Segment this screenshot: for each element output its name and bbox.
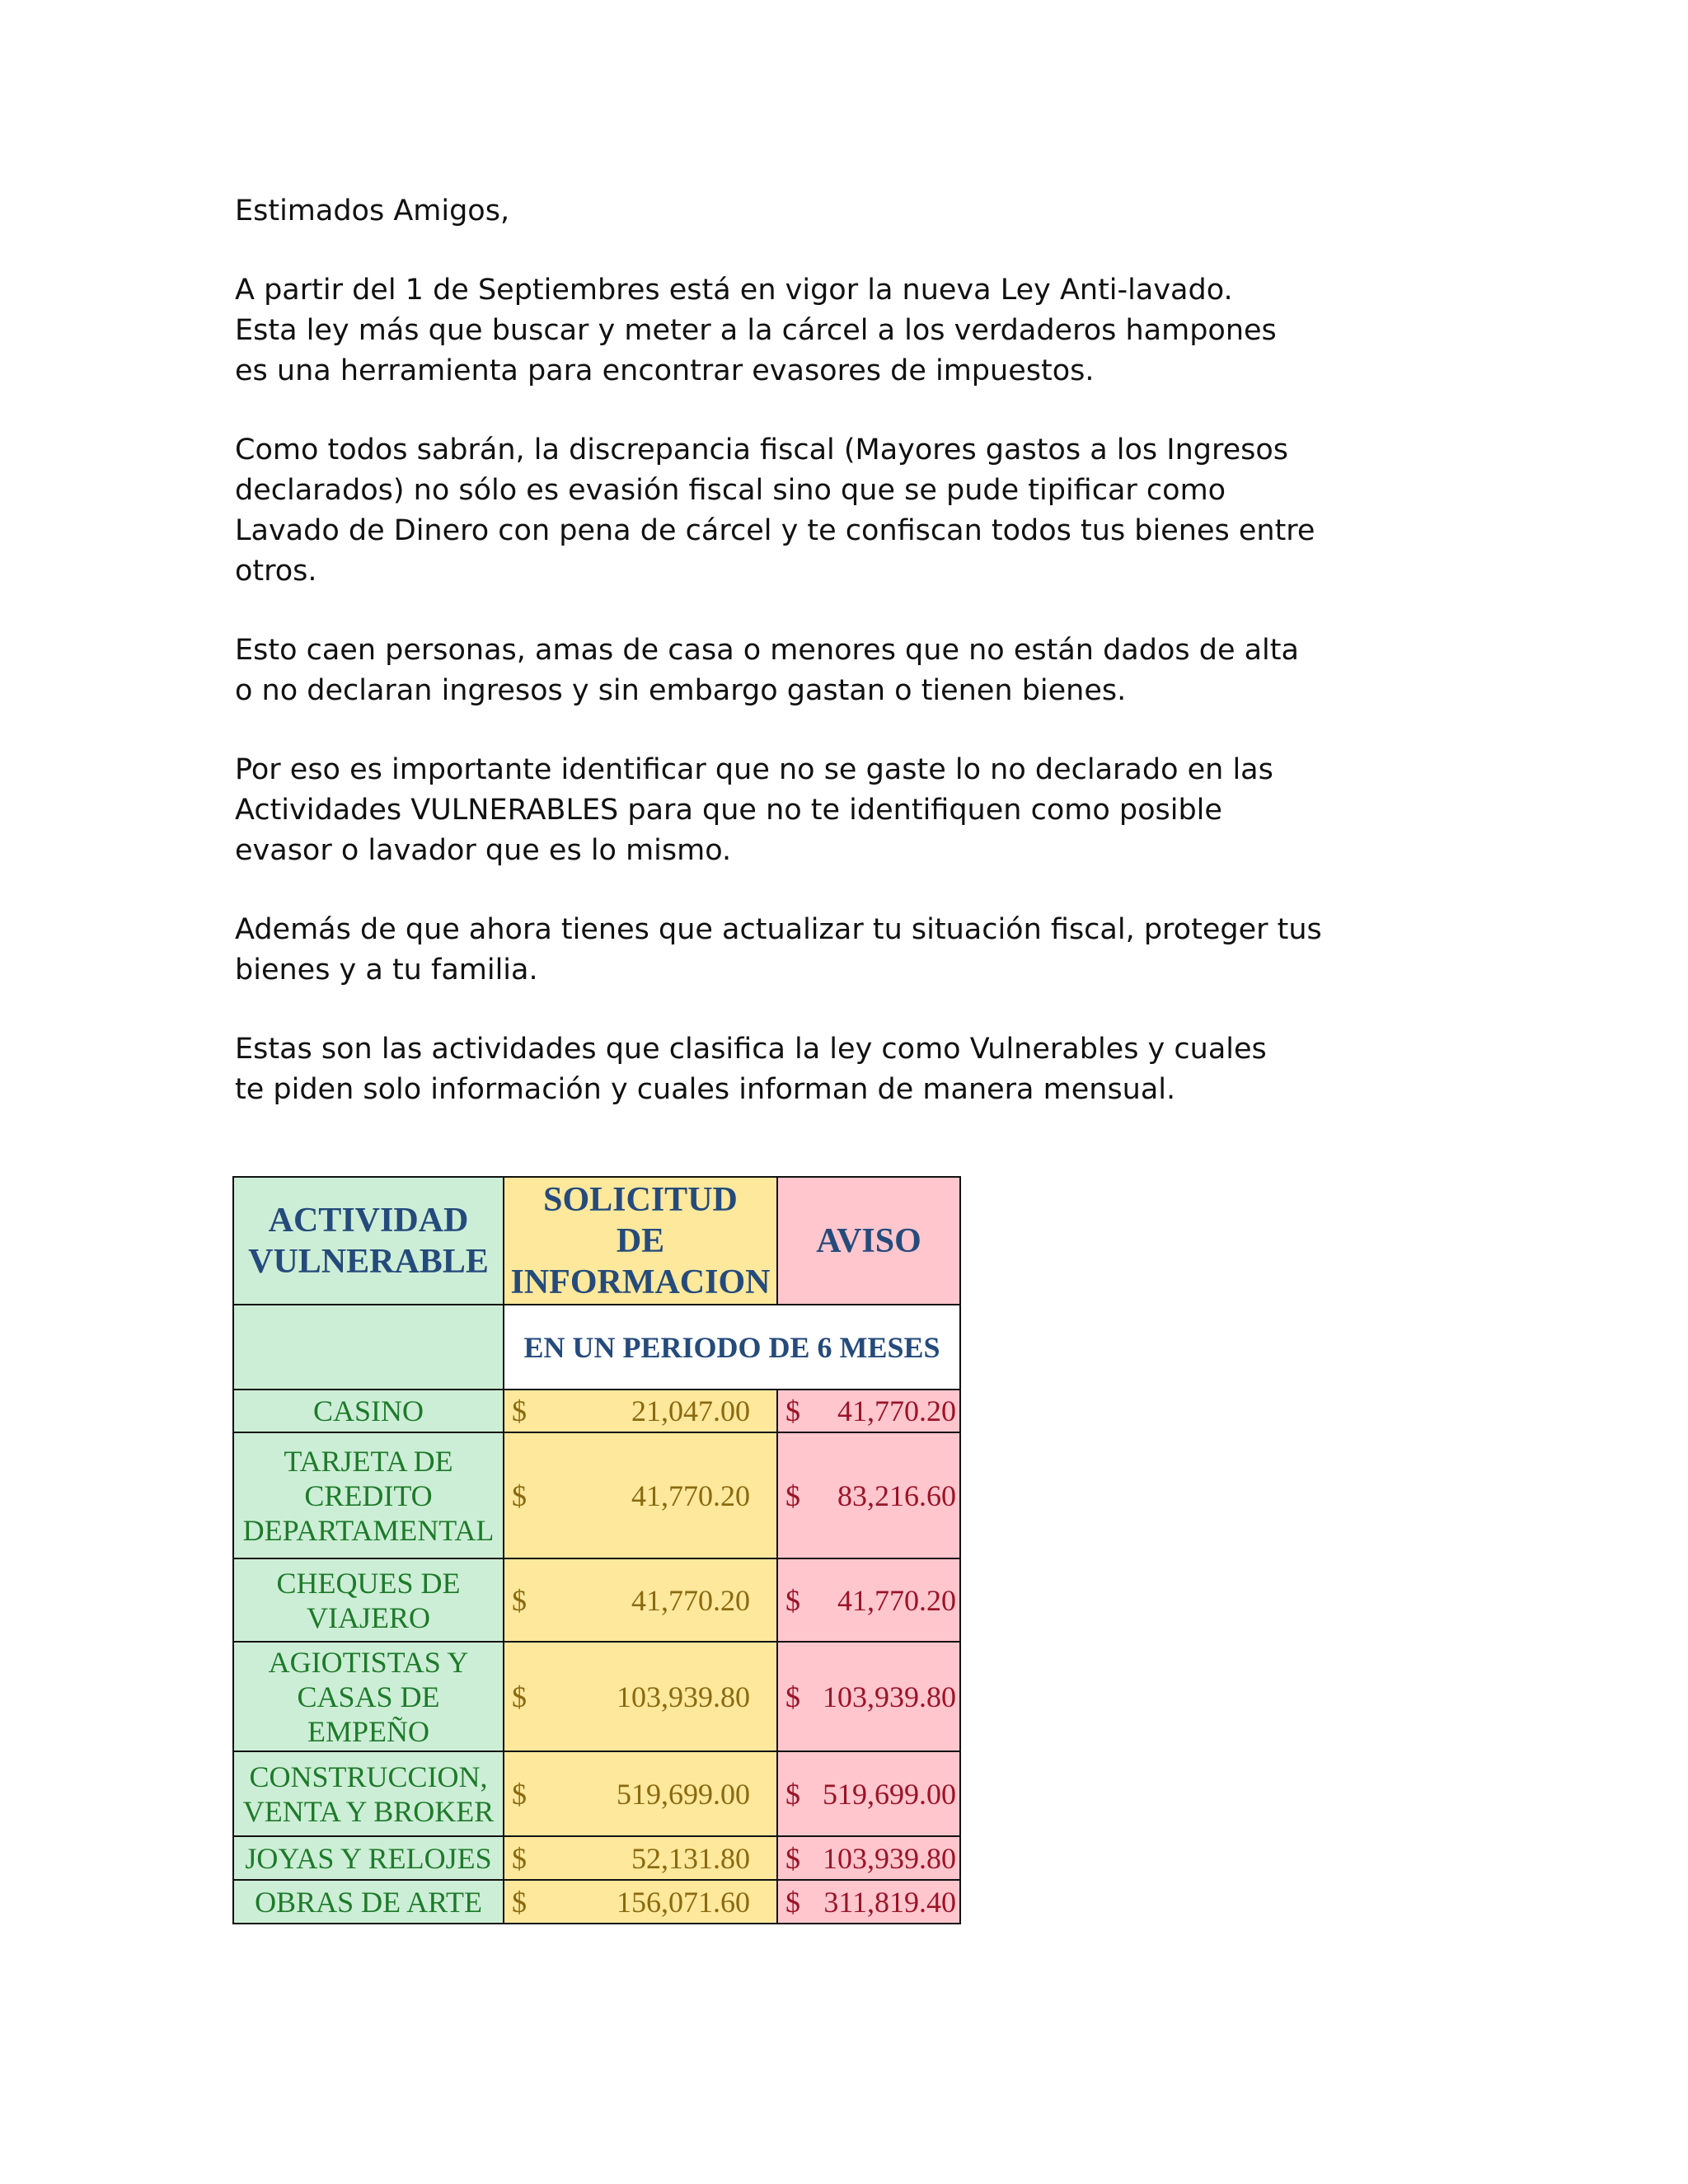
letter-body [235,191,1521,1149]
currency-symbol: $ [512,1841,527,1875]
activity-cell: TARJETA DE CREDITO DEPARTAMENTAL [233,1432,504,1558]
notice-amount: 41,770.20 [837,1394,956,1427]
paragraph-law: A partir del 1 de Septiembres está en vigor la nueva Ley Anti-lavado. Esta ley más que buscar y meter a la cárcel a los verdaderos hampones es una herramienta para encontrar evasores de impuestos. [235,274,1277,387]
paragraph-activities: Estas son las actividades que clasifica la ley como Vulnerables y cuales te piden solo información y cuales informan de manera mensual. [235,1033,1267,1106]
notice-amount-cell [777,1642,960,1751]
table-row [233,1836,960,1880]
notice-amount: 83,216.60 [837,1479,956,1512]
notice-amount-cell [777,1880,960,1924]
activity-cell: CHEQUES DE VIAJERO [233,1558,504,1642]
table-row [233,1751,960,1836]
currency-symbol: $ [785,1583,800,1617]
currency-symbol: $ [785,1394,800,1427]
notice-amount: 41,770.20 [837,1583,956,1617]
table-row [233,1880,960,1924]
currency-symbol: $ [512,1583,527,1617]
notice-amount: 519,699.00 [823,1777,956,1811]
currency-symbol: $ [785,1479,800,1512]
request-amount: 21,047.00 [631,1394,750,1427]
currency-symbol: $ [512,1777,527,1811]
request-amount: 103,939.80 [617,1680,750,1713]
request-amount-cell [504,1836,777,1880]
greeting: Estimados Amigos, [235,194,510,227]
period-row [233,1305,960,1390]
activity-cell: CASINO [233,1390,504,1432]
notice-amount-cell [777,1432,960,1558]
currency-symbol: $ [785,1777,800,1811]
notice-amount: 311,819.40 [823,1885,956,1919]
currency-symbol: $ [512,1394,527,1427]
activity-cell: AGIOTISTAS Y CASAS DE EMPEÑO [233,1642,504,1751]
table-header-row [233,1177,960,1305]
request-amount-cell [504,1432,777,1558]
notice-amount-cell [777,1558,960,1642]
table-row [233,1432,960,1558]
request-amount-cell [504,1642,777,1751]
notice-amount-cell [777,1836,960,1880]
request-amount: 41,770.20 [631,1479,750,1512]
request-amount: 519,699.00 [617,1777,750,1811]
period-label: EN UN PERIODO DE 6 MESES [504,1305,960,1390]
request-amount-cell [504,1751,777,1836]
currency-symbol: $ [512,1680,527,1713]
activity-cell: OBRAS DE ARTE [233,1880,504,1924]
request-amount: 41,770.20 [631,1583,750,1617]
notice-amount-cell [777,1390,960,1432]
paragraph-affected: Esto caen personas, amas de casa o menores que no están dados de alta o no declaran ingresos y sin embargo gastan o tienen bienes. [235,634,1299,707]
request-amount: 156,071.60 [617,1885,750,1919]
notice-amount: 103,939.80 [823,1841,956,1875]
request-amount-cell [504,1558,777,1642]
request-amount: 52,131.80 [631,1841,750,1875]
request-amount-cell [504,1880,777,1924]
currency-symbol: $ [512,1885,527,1919]
paragraph-identify: Por eso es importante identificar que no se gaste lo no declarado en las Actividades VULNERABLES para que no te identifiquen como posible evasor o lavador que es lo mismo. [235,753,1273,867]
activity-cell: CONSTRUCCION, VENTA Y BROKER [233,1751,504,1836]
vulnerable-activities-table [232,1176,961,1924]
request-amount-cell [504,1390,777,1432]
period-empty-cell [233,1305,504,1390]
paragraph-update: Además de que ahora tienes que actualizar tu situación fiscal, proteger tus bienes y a tu familia. [235,913,1322,987]
header-activity: ACTIVIDAD VULNERABLE [233,1177,504,1305]
currency-symbol: $ [785,1680,800,1713]
notice-amount: 103,939.80 [823,1680,956,1713]
currency-symbol: $ [785,1841,800,1875]
currency-symbol: $ [785,1885,800,1919]
currency-symbol: $ [512,1479,527,1512]
table-row [233,1558,960,1642]
activity-cell: JOYAS Y RELOJES [233,1836,504,1880]
header-notice: AVISO [777,1177,960,1305]
table-row [233,1390,960,1432]
header-request: SOLICITUD DE INFORMACION [504,1177,777,1305]
table-row [233,1642,960,1751]
paragraph-discrepancy: Como todos sabrán, la discrepancia fiscal (Mayores gastos a los Ingresos declarados) no sólo es evasión fiscal sino que se pude tipificar como Lavado de Dinero con pena de cárcel y te confiscan todos tus bienes entre otros. [235,434,1315,588]
notice-amount-cell [777,1751,960,1836]
